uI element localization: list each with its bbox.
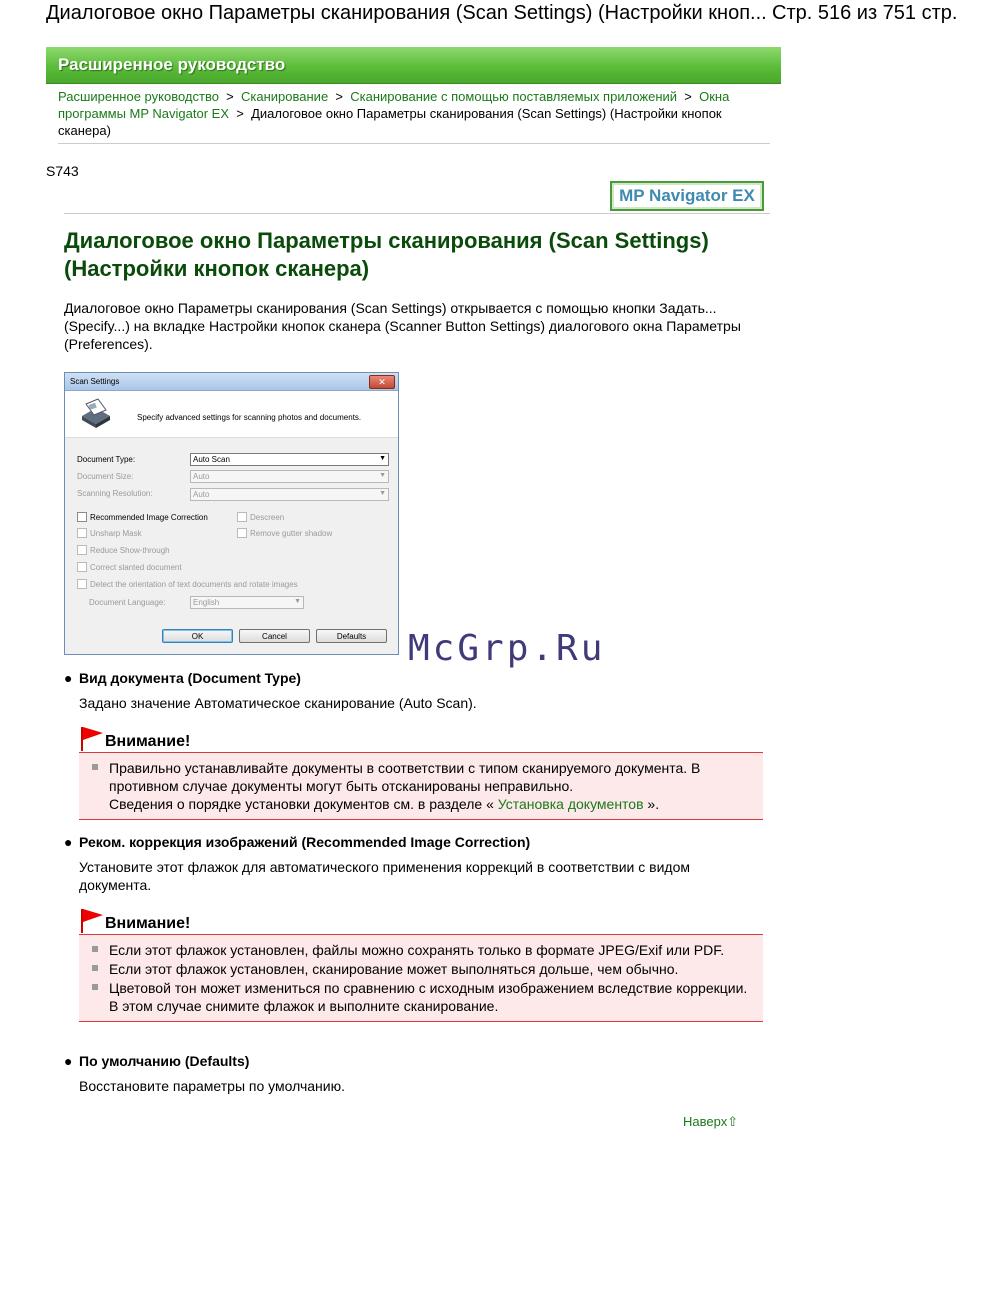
watermark: McGrp.Ru [408,628,606,669]
dialog-header [65,391,398,438]
caution-item-text: ». [647,796,660,812]
bullet-dot: ● [64,670,73,686]
checkbox-unsharp-mask [77,528,142,538]
back-to-top-link[interactable] [683,1114,738,1130]
caution-item-text: Правильно устанавливайте документы в соответствии с типом сканируемого документа. В противном случае документы могут быть отсканированы неправильно. [109,760,701,794]
defaults-button: Defaults [316,629,387,643]
caution-item: Если этот флажок установлен, сканирование может выполняться дольше, чем обычно. [109,960,753,978]
checkbox-recommended-image-correction [77,512,208,522]
scanner-icon [79,398,113,432]
checkbox-label: Reduce Show-through [90,546,170,555]
scan-settings-dialog-screenshot [64,372,399,655]
breadcrumb-link-supplied-apps[interactable]: Сканирование с помощью поставляемых приложений [350,89,678,104]
checkbox-box [77,545,87,555]
document-type-select [190,453,389,466]
chevron-down-icon: ▼ [379,490,386,497]
dialog-titlebar [65,373,398,391]
caution-item-text: Сведения о порядке установки документов см. в разделе « [109,796,494,812]
red-flag-icon [79,727,103,751]
checkbox-label: Descreen [250,513,285,522]
breadcrumb [58,88,758,139]
bullet-dot: ● [64,834,73,850]
breadcrumb-link-advanced-guide[interactable]: Расширенное руководство [58,89,219,104]
caution-title: Внимание! [105,733,191,750]
chevron-down-icon: ▼ [294,598,301,605]
checkbox-correct-slanted-document [77,562,182,572]
caution-item: Цветовой тон может измениться по сравнению с исходным изображением вследствие коррекции. В этом случае снимите флажок и выполните сканирование. [109,979,753,1015]
dialog-title: Scan Settings [70,377,120,386]
document-type-value: Auto Scan [193,455,230,464]
link-loading-documents[interactable]: Установка документов [497,796,644,812]
page-code: S743 [46,163,79,179]
breadcrumb-separator: > [680,89,696,104]
page-number: Стр. 516 из 751 стр. [772,2,958,24]
checkbox-label: Recommended Image Correction [90,513,208,522]
checkbox-box [237,512,247,522]
checkbox-box [77,579,87,589]
divider [58,143,770,144]
caution-item [109,759,753,813]
intro-paragraph: Диалоговое окно Параметры сканирования (Scan Settings) открывается с помощью кнопки Задать... (Specify...) на вкладке Настройки кнопок сканера (Scanner Button Settings) диалогового окна Параметры (Preferences). [64,300,741,352]
checkbox-label: Correct slanted document [90,563,182,572]
checkbox-label: Unsharp Mask [90,529,142,538]
document-language-value: English [193,598,220,607]
checkbox-remove-gutter-shadow [237,528,332,538]
caution-body [79,934,763,1022]
scanning-resolution-value: Auto [193,490,210,499]
bullet-dot: ● [64,1053,73,1069]
dialog-description: Specify advanced settings for scanning photos and documents. [137,413,362,422]
checkbox-reduce-show-through [77,545,170,555]
back-to-top-label: Наверх [683,1114,728,1129]
cancel-button: Cancel [239,629,310,643]
checkbox-descreen [237,512,284,522]
page-title: Диалоговое окно Параметры сканирования (Scan Settings) (Настройки кнопок сканера) [64,228,709,281]
checkbox-box [77,512,87,522]
section-heading: По умолчанию (Defaults) [79,1053,250,1069]
caution-item: Если этот флажок установлен, файлы можно сохранять только в формате JPEG/Exif или PDF. [109,941,753,959]
breadcrumb-link-scanning[interactable]: Сканирование [241,89,329,104]
red-flag-icon [79,909,103,933]
chevron-down-icon: ▼ [379,455,386,462]
breadcrumb-current: Диалоговое окно Параметры сканирования (Scan Settings) (Настройки кнопок сканера) [58,106,722,138]
caution-body [79,752,763,820]
section-heading: Реком. коррекция изображений (Recommended Image Correction) [79,834,531,850]
mp-navigator-logo [610,181,764,211]
section-text: Установите этот флажок для автоматического применения коррекций в соответствии с видом документа. [79,859,690,893]
checkbox-label: Remove gutter shadow [250,529,333,538]
breadcrumb-separator: > [331,89,347,104]
document-size-select [190,470,389,483]
banner-title: Расширенное руководство [58,55,286,74]
ok-button: OK [162,629,233,643]
chevron-down-icon: ▼ [379,472,386,479]
up-arrow-icon: ⇧ [727,1114,739,1129]
divider [64,213,770,214]
document-language-label: Document Language: [89,598,166,607]
breadcrumb-separator: > [222,89,238,104]
document-type-label: Document Type: [77,455,136,464]
document-size-value: Auto [193,472,210,481]
checkbox-box [237,528,247,538]
checkbox-box [77,562,87,572]
scanning-resolution-label: Scanning Resolution: [77,489,153,498]
document-size-label: Document Size: [77,472,134,481]
logo-text: MP Navigator EX [619,186,755,205]
caution-title: Внимание! [105,915,191,932]
checkbox-label: Detect the orientation of text documents and rotate images [90,580,298,589]
section-text: Восстановите параметры по умолчанию. [79,1078,345,1094]
breadcrumb-separator: > [232,106,248,121]
close-icon: ✕ [369,375,395,389]
guide-banner [46,47,781,84]
breadcrumb-link-mp-navigator-windows[interactable]: Окна программы MP Navigator EX [58,89,730,121]
checkbox-box [77,528,87,538]
checkbox-detect-orientation [77,579,298,589]
document-header-title: Диалоговое окно Параметры сканирования (Scan Settings) (Настройки кноп... [46,2,767,24]
document-language-select [190,596,304,609]
scanning-resolution-select [190,488,389,501]
section-text: Задано значение Автоматическое сканирование (Auto Scan). [79,695,477,711]
section-heading: Вид документа (Document Type) [79,670,301,686]
